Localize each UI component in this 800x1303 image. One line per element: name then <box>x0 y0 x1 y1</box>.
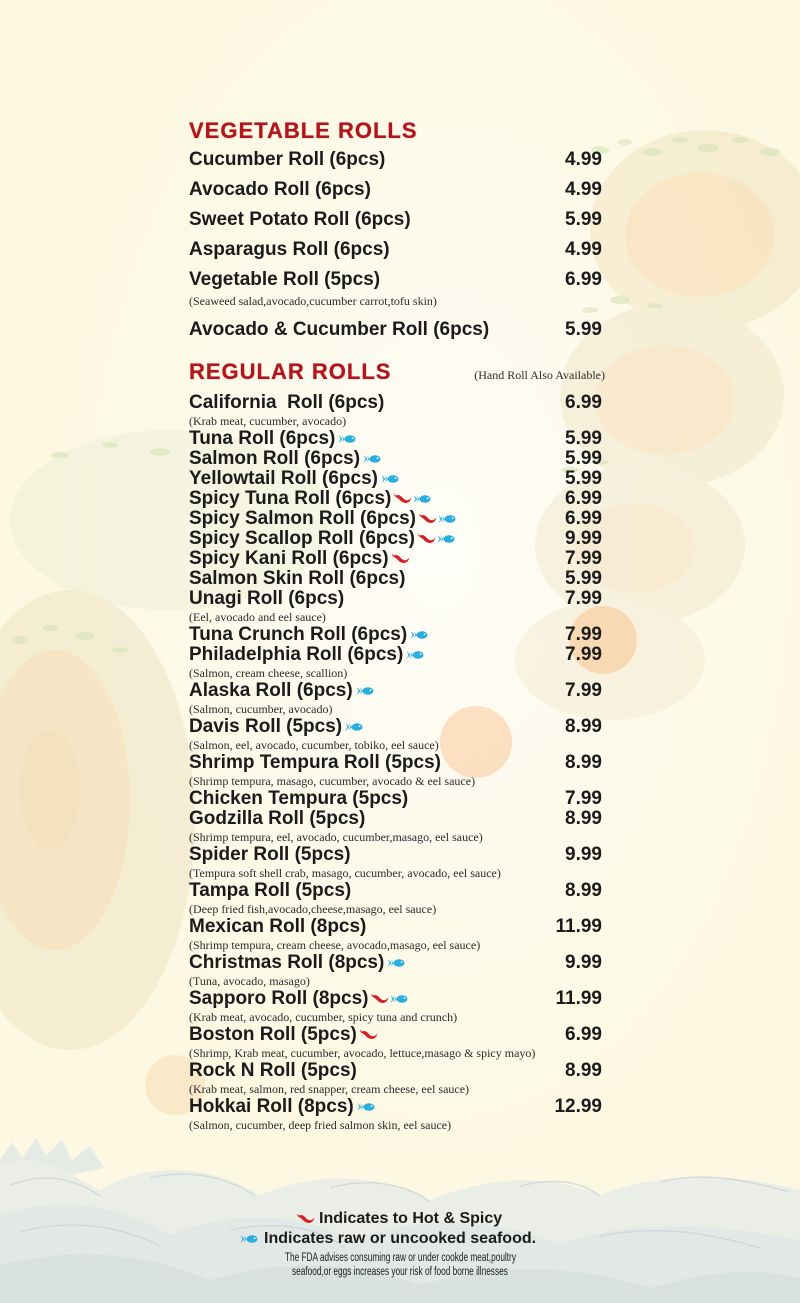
legend-raw-text: Indicates raw or uncooked seafood. <box>264 1230 537 1247</box>
item-description: (Tempura soft shell crab, masago, cucumber, avocado, eel sauce) <box>189 866 501 880</box>
menu-item <box>189 589 602 625</box>
item-description: (Deep fried fish,avocado,cheese,masago, eel sauce) <box>189 902 437 916</box>
menu-item-row <box>189 881 602 901</box>
item-name: Yellowtail Roll (6pcs) <box>189 468 378 489</box>
item-name: Alaska Roll (6pcs) <box>189 680 353 701</box>
item-description: (Eel, avocado and eel sauce) <box>189 610 326 624</box>
item-name: Tuna Roll (6pcs) <box>189 428 336 449</box>
item-name: Rock N Roll (5pcs) <box>189 1060 357 1081</box>
item-name: Unagi Roll (6pcs) <box>189 588 345 609</box>
menu-item <box>189 145 602 175</box>
menu-item <box>189 645 602 681</box>
menu-item-row <box>189 845 602 865</box>
menu-item-row <box>189 589 602 609</box>
menu-item-row <box>189 175 602 205</box>
regular-rolls-list <box>189 393 602 1133</box>
menu-item-row <box>189 549 602 569</box>
item-name: California Roll (6pcs) <box>189 392 385 413</box>
fish-graphic <box>381 474 399 484</box>
fish-graphic <box>413 494 431 504</box>
spicy-pepper-icon <box>392 553 410 565</box>
item-price: 5.99 <box>565 428 602 449</box>
menu-item-row <box>189 529 602 549</box>
menu-item-row <box>189 235 602 265</box>
menu-item-row <box>189 989 602 1009</box>
menu-item <box>189 235 602 265</box>
menu-item-row <box>189 809 602 829</box>
regular-rolls-section <box>189 358 605 1133</box>
item-price: 9.99 <box>565 952 602 973</box>
fish-graphic <box>363 454 381 464</box>
fish-graphic <box>410 630 428 640</box>
pepper-graphic <box>371 994 389 1004</box>
item-price: 9.99 <box>565 844 602 865</box>
menu-item <box>189 265 602 309</box>
item-name: Sapporo Roll (8pcs) <box>189 988 369 1009</box>
menu-item-row <box>189 145 602 175</box>
item-price: 5.99 <box>565 448 602 469</box>
item-name: Boston Roll (5pcs) <box>189 1024 357 1045</box>
item-price: 5.99 <box>565 568 602 589</box>
menu-item-row <box>189 681 602 701</box>
item-price: 4.99 <box>565 149 602 170</box>
raw-fish-icon <box>406 649 424 661</box>
menu-item-row <box>189 1061 602 1081</box>
regular-rolls-title: REGULAR ROLLS <box>189 359 392 384</box>
item-price: 4.99 <box>565 239 602 260</box>
item-price: 8.99 <box>565 1060 602 1081</box>
fish-graphic <box>357 1102 375 1112</box>
item-description: (Salmon, cucumber, avocado) <box>189 702 333 716</box>
item-price: 6.99 <box>565 508 602 529</box>
item-name: Philadelphia Roll (6pcs) <box>189 644 404 665</box>
item-price: 8.99 <box>565 752 602 773</box>
item-name: Godzilla Roll (5pcs) <box>189 808 366 829</box>
menu-item-row <box>189 645 602 665</box>
menu-item-row <box>189 469 602 489</box>
item-name: Christmas Roll (8pcs) <box>189 952 385 973</box>
spicy-pepper-icon <box>360 1029 378 1041</box>
raw-fish-icon <box>410 629 428 641</box>
item-name: Davis Roll (5pcs) <box>189 716 343 737</box>
raw-fish-icon <box>356 685 374 697</box>
menu-item <box>189 1025 602 1061</box>
item-price: 7.99 <box>565 680 602 701</box>
item-name: Salmon Roll (6pcs) <box>189 448 361 469</box>
menu-item-row <box>189 205 602 235</box>
menu-item <box>189 989 602 1025</box>
raw-fish-icon <box>338 433 356 445</box>
item-name: Salmon Skin Roll (6pcs) <box>189 568 406 589</box>
item-price: 5.99 <box>565 209 602 230</box>
legend-spicy <box>297 1209 502 1229</box>
menu-item-row <box>189 789 602 809</box>
item-name: Spicy Salmon Roll (6pcs) <box>189 508 416 529</box>
item-description: (Salmon, cream cheese, scallion) <box>189 666 348 680</box>
fda-advisory-line-1 <box>0 1250 800 1264</box>
item-description: (Seaweed salad,avocado,cucumber carrot,tofu skin) <box>189 294 437 308</box>
spicy-pepper-icon <box>418 533 436 545</box>
spicy-pepper-icon <box>297 1213 315 1225</box>
item-description: (Shrimp, Krab meat, cucumber, avocado, lettuce,masago & spicy mayo) <box>189 1046 536 1060</box>
item-name: Sweet Potato Roll (6pcs) <box>189 209 411 230</box>
item-description: (Krab meat, salmon, red snapper, cream cheese, eel sauce) <box>189 1082 470 1096</box>
menu-item <box>189 1097 602 1133</box>
fish-graphic <box>438 514 456 524</box>
spicy-pepper-icon <box>394 493 412 505</box>
raw-fish-icon <box>437 533 455 545</box>
pepper-graphic <box>392 554 410 564</box>
menu-item <box>189 845 602 881</box>
vegetable-rolls-section <box>189 117 602 345</box>
raw-fish-icon <box>357 1101 375 1113</box>
item-price: 12.99 <box>554 1096 602 1117</box>
item-name: Spicy Tuna Roll (6pcs) <box>189 488 392 509</box>
menu-item <box>189 1061 602 1097</box>
fish-graphic <box>387 958 405 968</box>
menu-item-row <box>189 1025 602 1045</box>
item-description: (Shrimp tempura, masago, cucumber, avocado & eel sauce) <box>189 774 476 788</box>
item-description: (Tuna, avocado, masago) <box>189 974 310 988</box>
item-price: 6.99 <box>565 269 602 290</box>
item-price: 7.99 <box>565 624 602 645</box>
item-description: (Shrimp tempura, cream cheese, avocado,masago, eel sauce) <box>189 938 481 952</box>
menu-item <box>189 953 602 989</box>
item-description: (Salmon, cucumber, deep fried salmon skin, eel sauce) <box>189 1118 452 1132</box>
item-price: 7.99 <box>565 588 602 609</box>
item-name: Cucumber Roll (6pcs) <box>189 149 386 170</box>
menu-item-row <box>189 265 602 295</box>
menu-item-row <box>189 315 602 345</box>
item-description: (Salmon, eel, avocado, cucumber, tobiko, eel sauce) <box>189 738 439 752</box>
spicy-pepper-icon <box>371 993 389 1005</box>
item-name: Tampa Roll (5pcs) <box>189 880 352 901</box>
menu-item <box>189 917 602 953</box>
pepper-graphic <box>297 1214 315 1224</box>
menu-item <box>189 469 602 489</box>
menu-item <box>189 393 602 429</box>
menu-item <box>189 175 602 205</box>
menu-item <box>189 549 602 569</box>
item-description: (Krab meat, avocado, cucumber, spicy tuna and crunch) <box>189 1010 458 1024</box>
menu-item <box>189 205 602 235</box>
item-price: 7.99 <box>565 548 602 569</box>
menu-item <box>189 569 602 589</box>
fish-graphic <box>390 994 408 1004</box>
item-price: 5.99 <box>565 468 602 489</box>
menu-item <box>189 489 602 509</box>
menu-item <box>189 625 602 645</box>
raw-fish-icon <box>438 513 456 525</box>
menu-item-row <box>189 717 602 737</box>
fda-advisory-text-1: The FDA advises consuming raw or under cookde meat,poultry <box>284 1252 516 1264</box>
item-name: Tuna Crunch Roll (6pcs) <box>189 624 408 645</box>
menu-item <box>189 753 602 789</box>
item-price: 8.99 <box>565 880 602 901</box>
raw-fish-icon <box>390 993 408 1005</box>
pepper-graphic <box>394 494 412 504</box>
item-name: Vegetable Roll (5pcs) <box>189 269 381 290</box>
item-price: 7.99 <box>565 788 602 809</box>
menu-item-row <box>189 509 602 529</box>
legend-raw <box>240 1229 536 1249</box>
menu-item <box>189 789 602 809</box>
menu-item-row <box>189 953 602 973</box>
section-heading <box>189 117 602 145</box>
menu-item-row <box>189 393 602 413</box>
item-price: 8.99 <box>565 716 602 737</box>
raw-fish-icon <box>387 957 405 969</box>
item-price: 8.99 <box>565 808 602 829</box>
item-price: 11.99 <box>555 916 602 937</box>
menu-item-row <box>189 1097 602 1117</box>
menu-item-row <box>189 449 602 469</box>
menu-item-row <box>189 489 602 509</box>
item-name: Shrimp Tempura Roll (5pcs) <box>189 752 441 773</box>
item-name: Mexican Roll (8pcs) <box>189 916 367 937</box>
menu-item <box>189 315 602 345</box>
item-name: Asparagus Roll (6pcs) <box>189 239 390 260</box>
menu-item <box>189 881 602 917</box>
hand-roll-note: (Hand Roll Also Available) <box>474 368 605 382</box>
menu-item <box>189 717 602 753</box>
fish-graphic <box>406 650 424 660</box>
vegetable-rolls-list <box>189 145 602 345</box>
fish-graphic <box>437 534 455 544</box>
item-price: 6.99 <box>565 1024 602 1045</box>
raw-fish-icon <box>240 1233 258 1245</box>
raw-fish-icon <box>345 721 363 733</box>
menu-item <box>189 449 602 469</box>
item-name: Avocado & Cucumber Roll (6pcs) <box>189 319 490 340</box>
menu-item-row <box>189 429 602 449</box>
raw-fish-icon <box>363 453 381 465</box>
item-name: Spider Roll (5pcs) <box>189 844 351 865</box>
menu-item <box>189 529 602 549</box>
spicy-pepper-icon <box>419 513 437 525</box>
fish-graphic <box>356 686 374 696</box>
vegetable-rolls-title: VEGETABLE ROLLS <box>189 118 418 143</box>
menu-item-row <box>189 917 602 937</box>
menu-item-row <box>189 753 602 773</box>
raw-fish-icon <box>381 473 399 485</box>
legend-spicy-text: Indicates to Hot & Spicy <box>319 1210 503 1227</box>
pepper-graphic <box>418 534 436 544</box>
menu-item <box>189 809 602 845</box>
item-name: Hokkai Roll (8pcs) <box>189 1096 354 1117</box>
item-price: 11.99 <box>555 988 602 1009</box>
item-price: 6.99 <box>565 488 602 509</box>
item-price: 6.99 <box>565 392 602 413</box>
item-name: Chicken Tempura (5pcs) <box>189 788 409 809</box>
section-heading <box>189 358 605 386</box>
fish-graphic <box>240 1234 258 1244</box>
item-name: Avocado Roll (6pcs) <box>189 179 371 200</box>
fish-graphic <box>338 434 356 444</box>
item-description: (Shrimp tempura, eel, avocado, cucumber,masago, eel sauce) <box>189 830 483 844</box>
menu-item-row <box>189 625 602 645</box>
item-price: 4.99 <box>565 179 602 200</box>
item-name: Spicy Kani Roll (6pcs) <box>189 548 389 569</box>
pepper-graphic <box>419 514 437 524</box>
fda-advisory-text-2: seafood,or eggs increases your risk of food borne illnesses <box>292 1266 508 1278</box>
menu-item <box>189 509 602 529</box>
item-price: 9.99 <box>565 528 602 549</box>
item-description: (Krab meat, cucumber, avocado) <box>189 414 347 428</box>
menu-item <box>189 429 602 449</box>
fish-graphic <box>345 722 363 732</box>
pepper-graphic <box>360 1030 378 1040</box>
raw-fish-icon <box>413 493 431 505</box>
menu-item-row <box>189 569 602 589</box>
item-name: Spicy Scallop Roll (6pcs) <box>189 528 415 549</box>
fda-advisory-line-2 <box>0 1264 800 1278</box>
item-price: 7.99 <box>565 644 602 665</box>
menu-item <box>189 681 602 717</box>
item-price: 5.99 <box>565 319 602 340</box>
